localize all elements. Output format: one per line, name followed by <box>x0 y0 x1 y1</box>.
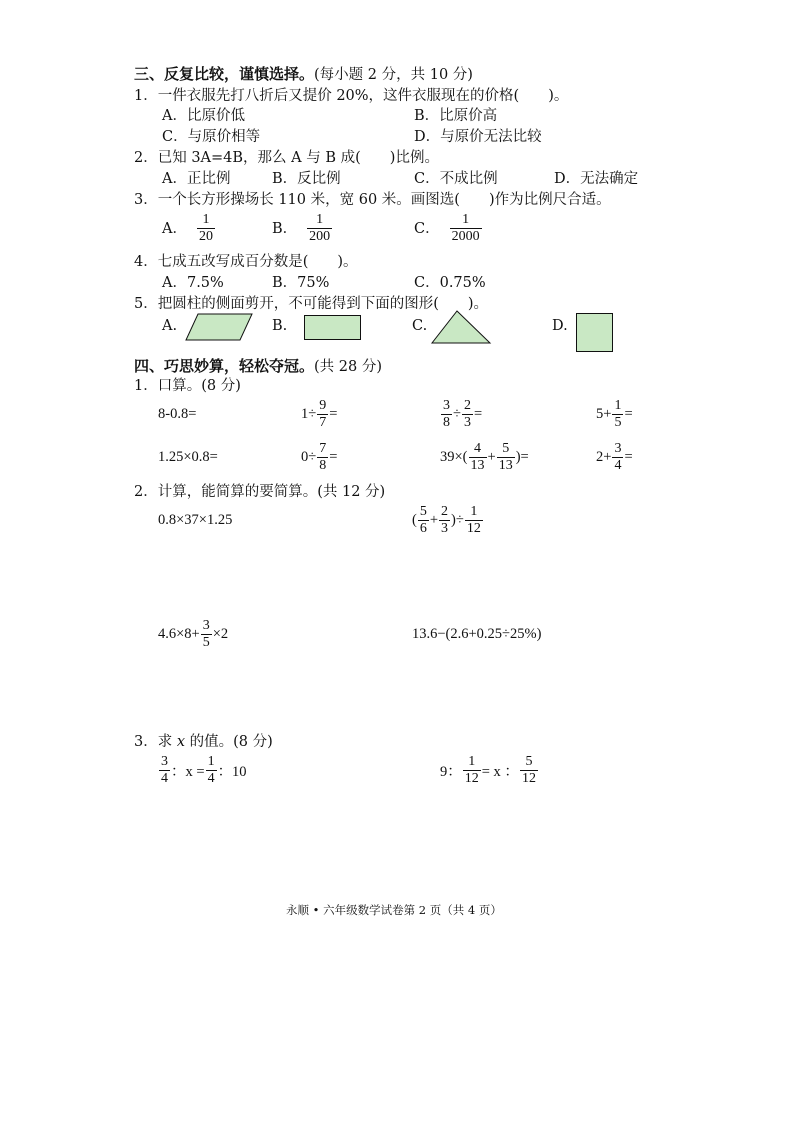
q1-stem: 1．一件衣服先打八折后又提价 20%，这件衣服现在的价格( )。 <box>134 88 569 104</box>
q3-c-num: 1 <box>462 212 470 227</box>
square-shape[interactable] <box>576 313 614 353</box>
q3-stem: 3．一个长方形操场长 110 米，宽 60 米。画图选( )作为比例尺合适。 <box>134 192 611 208</box>
oral-expr-4: 5+ $\frac{1}{5}$ = <box>596 398 633 430</box>
oral-expr-7: 39×( $\frac{4}{13}$ + $\frac{5}{13}$ )= <box>440 441 529 473</box>
p3-title: 3．求 x 的值。(8 分) <box>134 734 273 750</box>
oral-expr-1: 8-0.8= <box>158 406 197 422</box>
p2-title: 2．计算，能简算的要简算。(共 12 分) <box>134 484 386 500</box>
q2-option-c[interactable]: C．不成比例 <box>414 171 498 187</box>
q4-option-a[interactable]: A．7.5% <box>162 275 224 291</box>
calc-expr-3: 4.6×8+ $\frac{3}{5}$ ×2 <box>158 618 229 650</box>
q1-option-a[interactable]: A．比原价低 <box>162 108 245 124</box>
q5-option-c-label[interactable]: C. <box>412 318 428 334</box>
q2-option-a[interactable]: A．正比例 <box>162 171 231 187</box>
equation-1: $\frac{3}{4}$ ：x = $\frac{1}{4}$ ：10 <box>161 754 247 786</box>
q1-option-c[interactable]: C．与原价相等 <box>162 129 261 145</box>
p1-title: 1．口算。(8 分) <box>134 378 241 394</box>
q1-option-b[interactable]: B．比原价高 <box>414 108 498 124</box>
q2-stem: 2．已知 3A=4B，那么 A 与 B 成( )比例。 <box>134 150 439 166</box>
section4-note: (共 28 分) <box>314 359 382 375</box>
q3-a-den: 20 <box>198 229 213 244</box>
q4-option-c[interactable]: C．0.75% <box>414 275 486 291</box>
q3-c-label: C． <box>414 220 440 237</box>
q3-c-den: 2000 <box>451 229 480 244</box>
q5-option-d-label[interactable]: D. <box>552 318 568 334</box>
q3-option-a[interactable] <box>162 212 216 245</box>
section3-note: (每小题 2 分，共 10 分) <box>314 67 473 83</box>
oral-expr-3: $\frac{3}{8}$ ÷ $\frac{2}{3}$ = <box>443 398 483 430</box>
section4-heading <box>134 356 382 377</box>
q3-option-b[interactable] <box>272 212 333 245</box>
equation-2: 9： $\frac{1}{12}$ = x ： $\frac{5}{12}$ <box>440 754 536 786</box>
calc-expr-2: ( $\frac{5}{6}$ + $\frac{2}{3}$ )÷ $\frac{1}{12}$ <box>412 504 481 536</box>
q3-option-c[interactable] <box>414 212 483 245</box>
parallelogram-shape[interactable] <box>186 314 254 342</box>
q3-a-label: A． <box>162 220 187 237</box>
q2-option-d[interactable]: D．无法确定 <box>554 171 639 187</box>
q3-a-fraction <box>197 212 215 245</box>
section3-title: 三、反复比较，谨慎选择。 <box>134 65 315 83</box>
q5-stem: 5．把圆柱的侧面剪开，不可能得到下面的图形( )。 <box>134 296 489 312</box>
q4-option-b[interactable]: B．75% <box>272 275 330 291</box>
q1-option-d[interactable]: D．与原价无法比较 <box>414 129 542 145</box>
q4-stem: 4．七成五改写成百分数是( )。 <box>134 254 358 270</box>
oral-expr-2: 1÷ $\frac{9}{7}$ = <box>301 398 338 430</box>
q3-b-fraction <box>307 212 332 245</box>
q3-b-num: 1 <box>316 212 324 227</box>
triangle-shape[interactable] <box>432 311 492 345</box>
oral-expr-6: 0÷ $\frac{7}{8}$ = <box>301 441 338 473</box>
oral-expr-8: 2+ $\frac{3}{4}$ = <box>596 441 633 473</box>
calc-expr-4: 13.6−(2.6+0.25÷25%) <box>412 626 542 642</box>
q3-b-label: B． <box>272 220 298 237</box>
section4-title: 四、巧思妙算，轻松夺冠。 <box>134 357 315 375</box>
q3-c-fraction <box>450 212 482 245</box>
q5-option-b-label[interactable]: B. <box>272 318 288 334</box>
page-footer: 永顺 • 六年级数学试卷第 2 页（共 4 页） <box>286 903 502 917</box>
q3-b-den: 200 <box>309 229 331 244</box>
calc-expr-1: 0.8×37×1.25 <box>158 512 233 528</box>
rectangle-shape[interactable] <box>304 315 362 341</box>
q2-option-b[interactable]: B．反比例 <box>272 171 341 187</box>
section3-heading <box>134 64 473 85</box>
oral-expr-5: 1.25×0.8= <box>158 449 218 465</box>
q5-option-a-label[interactable]: A. <box>162 318 178 334</box>
q3-a-num: 1 <box>202 212 210 227</box>
